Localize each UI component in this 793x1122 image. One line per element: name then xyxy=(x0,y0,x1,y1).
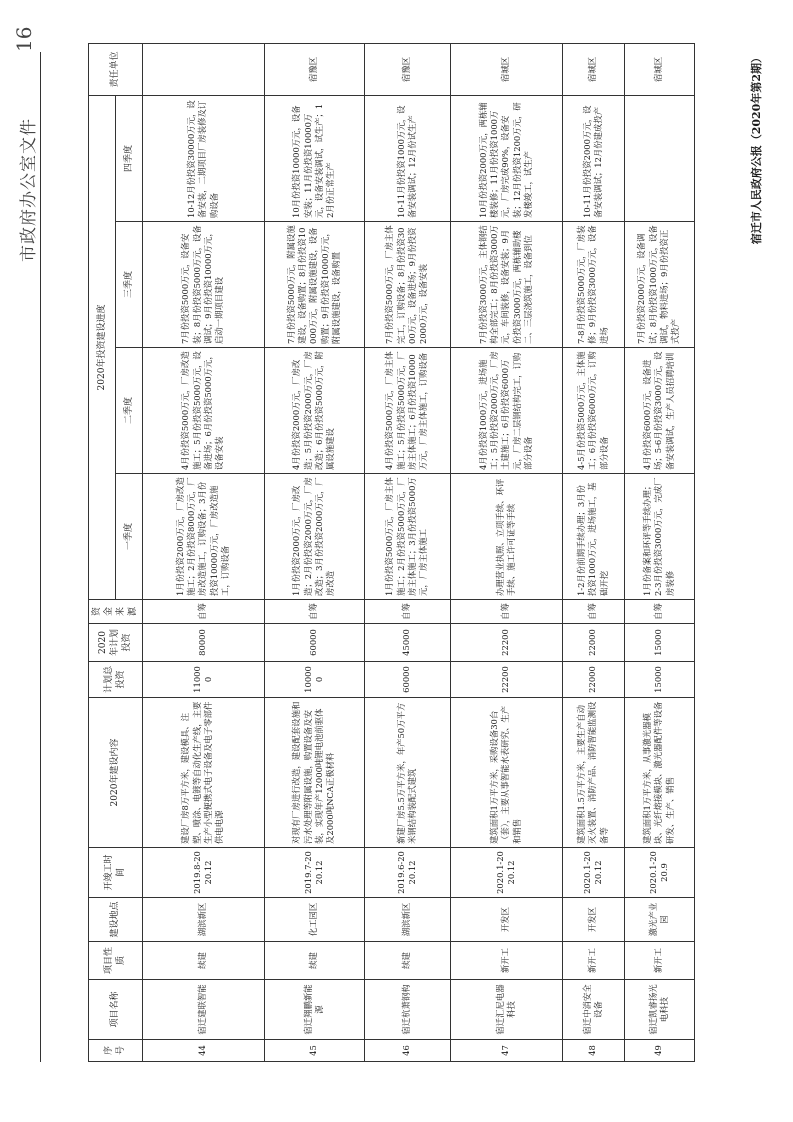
cell-q4: 10-11月份投资2000万元，设备安装调试；12月份建成投产 xyxy=(562,95,624,221)
col-q1: 一季度 xyxy=(115,474,142,600)
cell-seq: 44 xyxy=(142,1040,264,1062)
cell-location: 开发区 xyxy=(450,898,562,942)
cell-source: 自筹 xyxy=(364,600,450,624)
col-plan2020: 2020年计划投资 xyxy=(89,624,143,662)
cell-nature: 新开工 xyxy=(450,942,562,980)
cell-unit: 宿城区 xyxy=(624,43,694,95)
cell-period: 2020.1-2020.12 xyxy=(562,848,624,898)
cell-total: 15000 xyxy=(624,662,694,698)
cell-q2: 4月份投资5000万元，厂房主体施工；5月份投资5000万元，厂房主体施工；6月份投资10000万元，厂房主体施工，订购设备 xyxy=(364,348,450,474)
cell-q2: 4月份投资6000万元，设备进场；5-6月份投资3000万元，设备安装调试，生产人员招聘培训 xyxy=(624,348,694,474)
col-source: 资金来源 xyxy=(89,600,143,624)
cell-plan2020: 80000 xyxy=(142,624,264,662)
cell-q4: 10月份投资2000万元，两栋辅楼装修；11月份投资1000万元，厂房完成90%，设备安装；12月份投资1200万元，研发楼竣工，试生产 xyxy=(450,95,562,221)
cell-source: 自筹 xyxy=(624,600,694,624)
header-row-1 xyxy=(89,43,116,1061)
cell-total: 22000 xyxy=(562,662,624,698)
cell-q3: 7月份投资3000万元，主体钢结构全部完工；8月份投资3000万元，车间装修，设备安装；9月份投资3000万元，两栋辅助楼二、三层浇筑施工，设备到位 xyxy=(450,222,562,348)
table-row xyxy=(562,43,624,1061)
table-row xyxy=(364,43,450,1061)
cell-q1: 办理营业执照、立项手续、环评手续、施工许可证等手续 xyxy=(450,474,562,600)
cell-location: 湖滨新区 xyxy=(364,898,450,942)
cell-content: 建设厂房8万平方米，建设模具、注塑、喷涂、电镀等自动化生产线，主要生产小型便携式电子设备及电子零部件供电电源 xyxy=(142,698,264,848)
col-total: 计划总投资 xyxy=(89,662,143,698)
table-row xyxy=(450,43,562,1061)
col-q3: 三季度 xyxy=(115,222,142,348)
table-row xyxy=(264,43,364,1061)
cell-q2: 4月份投资1000万元，进场施工；5月份投资2000万元，厂房土建施工；6月份投资6000万元，厂房二层钢结构完工，订购部分设备 xyxy=(450,348,562,474)
cell-location: 激光产业园 xyxy=(624,898,694,942)
cell-plan2020: 22000 xyxy=(562,624,624,662)
cell-source: 自筹 xyxy=(142,600,264,624)
cell-total: 100000 xyxy=(264,662,364,698)
table-row xyxy=(624,43,694,1061)
cell-seq: 46 xyxy=(364,1040,450,1062)
page-number: 16 xyxy=(12,26,36,52)
cell-q3: 7月份投资5000万元，设备安装；8月份投资5000万元，设备调试；9月份投资10000万元，启动一期项目建设 xyxy=(142,222,264,348)
col-seq: 序号 xyxy=(89,1040,143,1062)
cell-name: 宿迁凯睿扬光电科技 xyxy=(624,980,694,1040)
cell-nature: 新开工 xyxy=(562,942,624,980)
cell-plan2020: 45000 xyxy=(364,624,450,662)
cell-unit: 宿豫区 xyxy=(364,43,450,95)
cell-q1: 1月份投资5000万元，厂房主体施工；2月份投资5000万元，厂房主体施工；3月份投资5000万元，厂房主体施工 xyxy=(364,474,450,600)
col-nature: 项目性质 xyxy=(89,942,143,980)
cell-q4: 10-12月份投资30000万元，设备安装，二期项目厂房装修及订购设备 xyxy=(142,95,264,221)
cell-content: 新建厂房5.5万平方米，年产50万平方米钢结构装配式建筑 xyxy=(364,698,450,848)
col-location: 建设地点 xyxy=(89,898,143,942)
cell-location: 开发区 xyxy=(562,898,624,942)
col-q4: 四季度 xyxy=(115,95,142,221)
table-row xyxy=(142,43,264,1061)
cell-nature: 续建 xyxy=(142,942,264,980)
header-rule xyxy=(40,52,41,1062)
cell-source: 自筹 xyxy=(450,600,562,624)
cell-seq: 48 xyxy=(562,1040,624,1062)
cell-q3: 7-8月份投资5000万元，厂房装修；9月份投资3000万元，设备进场 xyxy=(562,222,624,348)
col-name: 项目名称 xyxy=(89,980,143,1040)
cell-q3: 7月份投资5000万元，厂房主体完工，订购设备；8月份投资3000万元，设备进场；9月份投资2000万元，设备安装 xyxy=(364,222,450,348)
cell-location: 化工园区 xyxy=(264,898,364,942)
cell-unit: 宿城区 xyxy=(450,43,562,95)
cell-seq: 47 xyxy=(450,1040,562,1062)
cell-q3: 7月份投资2000万元，设备调试；8月份投资1000万元，设备调试，物料进场；9月份投资正式投产 xyxy=(624,222,694,348)
col-content: 2020年建设内容 xyxy=(89,698,143,848)
cell-name: 宿迁翔鹏新能源 xyxy=(264,980,364,1040)
cell-source: 自筹 xyxy=(264,600,364,624)
col-q2: 二季度 xyxy=(115,348,142,474)
cell-name: 宿迁汇尼电器科技 xyxy=(450,980,562,1040)
cell-q2: 4月份投资5000万元，厂房改造施工；5月份投资5000万元，设备进场；6月份投资5000万元，设备安装 xyxy=(142,348,264,474)
cell-source: 自筹 xyxy=(562,600,624,624)
cell-period: 2019.7-2020.12 xyxy=(264,848,364,898)
cell-q2: 4月份投资2000万元，厂房改造；5月份投资2000万元，厂房改造；6月份投资5000万元，附属设施建设 xyxy=(264,348,364,474)
cell-content: 建筑面积1万平方米，采购设备30台（套），主要从事智能水表研究、生产和销售 xyxy=(450,698,562,848)
running-title: 市政府办公室文件 xyxy=(19,118,39,262)
cell-q1: 1月份投资2000万元，厂房改造；2月份投资2000万元，厂房改造；3月份投资2000万元，厂房改造 xyxy=(264,474,364,600)
col-unit: 责任单位 xyxy=(89,43,143,95)
cell-q2: 4-5月份投资5000万元，主体施工；6月份投资6000万元，订购部分设备 xyxy=(562,348,624,474)
cell-plan2020: 15000 xyxy=(624,624,694,662)
cell-content: 对现有厂房进行改造，建设配套设施和污水处理等附属设施，购置设备及安装，实现年产12000吨锂电池前驱体及2000吨NCA正极材料 xyxy=(264,698,364,848)
cell-plan2020: 60000 xyxy=(264,624,364,662)
cell-seq: 45 xyxy=(264,1040,364,1062)
cell-nature: 新开工 xyxy=(624,942,694,980)
cell-name: 宿迁中消安全设备 xyxy=(562,980,624,1040)
cell-period: 2019.6-2020.12 xyxy=(364,848,450,898)
cell-q4: 10月份投资10000万元，设备安装；11月份投资10000万元，设备安装调试，试生产；12月份正常生产 xyxy=(264,95,364,221)
cell-period: 2020.1-2020.12 xyxy=(450,848,562,898)
cell-name: 宿迁杭萧钢构 xyxy=(364,980,450,1040)
cell-total: 110000 xyxy=(142,662,264,698)
col-period: 开竣工时间 xyxy=(89,848,143,898)
cell-q4: 10-11月份投资1000万元，设备安装调试；12月份试生产 xyxy=(364,95,450,221)
cell-period: 2020.1-2020.9 xyxy=(624,848,694,898)
cell-unit: 宿城区 xyxy=(562,43,624,95)
cell-q1: 1月份投资2000万元，厂房改造施工；2月份投资8000万元，厂房改造施工，订购设备；3月份投资10000万元，厂房改造施工，订购设备 xyxy=(142,474,264,600)
cell-q3: 7月份投资5000万元，附属设施建设，设备购置；8月份投资10000万元，附属设施建设，设备购置；9月份投资10000万元，附属设施建设，设备购置 xyxy=(264,222,364,348)
cell-q1: 1-2月份前期手续办理；3月份投资1000万元，进场施工，基础开挖 xyxy=(562,474,624,600)
cell-q1: 1月份备案和环评等手续办理；2-3月份投资3000万元，完成厂房装修 xyxy=(624,474,694,600)
cell-nature: 续建 xyxy=(264,942,364,980)
cell-unit: 宿豫区 xyxy=(264,43,364,95)
cell-content: 建筑面积1.5万平方米，主要生产自动灭火装置、消防产品、消防智能监测设备等 xyxy=(562,698,624,848)
cell-period: 2019.8-2020.12 xyxy=(142,848,264,898)
cell-nature: 续建 xyxy=(364,942,450,980)
investment-table xyxy=(88,43,695,1062)
cell-total: 60000 xyxy=(364,662,450,698)
cell-content: 建筑面积1万平方米，从事激光器模块、光纤熔接模块、激光器配件等设备研发、生产、销售 xyxy=(624,698,694,848)
publication-footer: 宿迁市人民政府公报（2020年第2期） xyxy=(750,52,763,245)
cell-total: 22200 xyxy=(450,662,562,698)
cell-name: 宿迁建联智能 xyxy=(142,980,264,1040)
cell-unit xyxy=(142,43,264,95)
cell-plan2020: 22200 xyxy=(450,624,562,662)
cell-location: 湖滨新区 xyxy=(142,898,264,942)
cell-seq: 49 xyxy=(624,1040,694,1062)
col-progress-group: 2020年投资建设进度 xyxy=(89,95,116,599)
cell-q4 xyxy=(624,95,694,221)
